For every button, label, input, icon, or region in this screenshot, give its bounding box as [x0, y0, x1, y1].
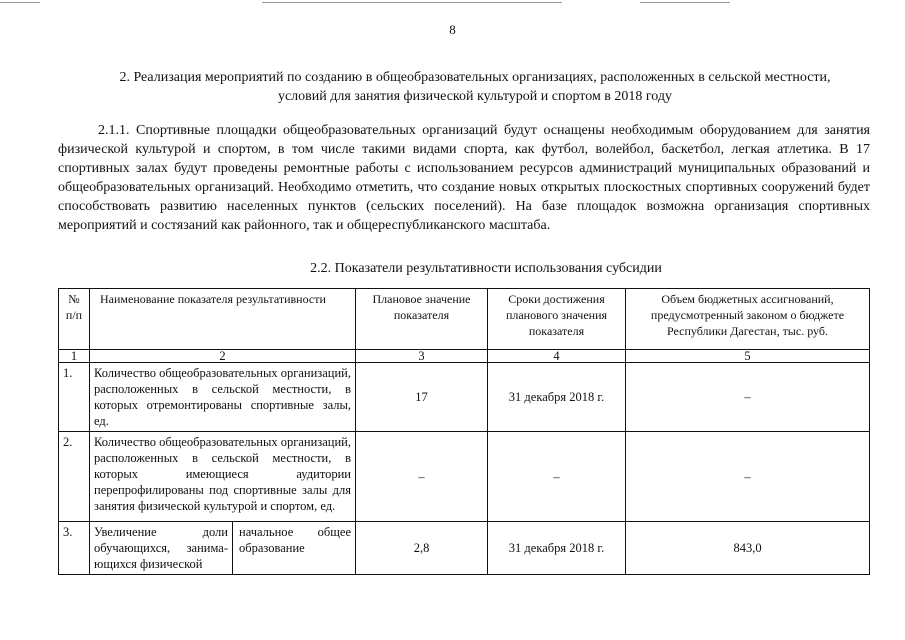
row-name-split	[90, 522, 356, 575]
column-number: 4	[488, 350, 626, 363]
row-name: Количество общеобразовательных организаций, расположенных в сельской местности, в которых отремонтированы спортивные залы, ед.	[90, 363, 356, 432]
table-row	[59, 363, 870, 432]
section-heading-line-1: 2. Реализация мероприятий по созданию в общеобразовательных организациях, расположенных в сельской местности,	[119, 70, 831, 85]
table-row	[59, 522, 870, 575]
header-num: № п/п	[59, 289, 90, 350]
row-plan: 17	[356, 363, 488, 432]
section-heading	[80, 68, 870, 106]
row-plan: –	[356, 432, 488, 522]
row-deadline: 31 декабря 2018 г.	[488, 522, 626, 575]
column-number-row	[59, 350, 870, 363]
table-title: 2.2. Показатели результативности использования субсидии	[310, 261, 662, 276]
row-name: Количество общеобразовательных организаций, расположенных в сельской местности, в которых имеющиеся аудитории перепрофилированы под спортивные залы для занятия физической культурой и спортом, ед.	[90, 432, 356, 522]
header-plan: Плановое значение показателя	[356, 289, 488, 350]
table-row	[59, 432, 870, 522]
column-number: 3	[356, 350, 488, 363]
page-number: 8	[449, 22, 456, 37]
scan-edge-line-center	[262, 2, 562, 3]
row-num: 1.	[59, 363, 90, 432]
row-budget: –	[626, 363, 870, 432]
scan-edge-line-left	[0, 2, 40, 3]
row-name-split-container	[90, 522, 355, 574]
section-paragraph: 2.1.1. Спортивные площадки общеобразовательных организаций будут оснащены необходимым оборудованием для занятия физической культурой и спортом, в том числе такими видами спорта, как футбол, волейбол, баскетбол, легкая атлетика. В 17 спортивных залах будут проведены ремонтные работы с использованием ресурсов администраций муниципальных образований и общеобразовательных организаций. Необходимо отметить, что создание новых открытых плоскостных спортивных сооружений будет способствовать развитию населенных пунктов (сельских поселений). На базе площадок возможна организация спортивных мероприятий и состязаний как районного, так и общереспубликанского масштаба.	[58, 123, 870, 233]
table-header-row	[59, 289, 870, 350]
header-deadline: Сроки достижения планового значения показателя	[488, 289, 626, 350]
row-num: 2.	[59, 432, 90, 522]
indicators-table	[58, 288, 870, 575]
row-budget: –	[626, 432, 870, 522]
row-deadline: –	[488, 432, 626, 522]
row-budget: 843,0	[626, 522, 870, 575]
row-name-left: Увеличение доли обучающихся, занима-ющихся физической	[90, 522, 233, 574]
row-name-right: начальное общее образование	[239, 525, 351, 555]
header-name: Наименование показателя результативности	[90, 289, 356, 350]
column-number: 1	[59, 350, 90, 363]
row-deadline: 31 декабря 2018 г.	[488, 363, 626, 432]
row-num: 3.	[59, 522, 90, 575]
section-heading-line-2: условий для занятия физической культурой и спортом в 2018 году	[277, 89, 673, 104]
scan-edge-line-right	[640, 2, 730, 3]
row-plan: 2,8	[356, 522, 488, 575]
header-budget: Объем бюджетных ассигнований, предусмотренный законом о бюджете Республики Дагестан, тыс. руб.	[626, 289, 870, 350]
column-number: 5	[626, 350, 870, 363]
column-number: 2	[90, 350, 356, 363]
